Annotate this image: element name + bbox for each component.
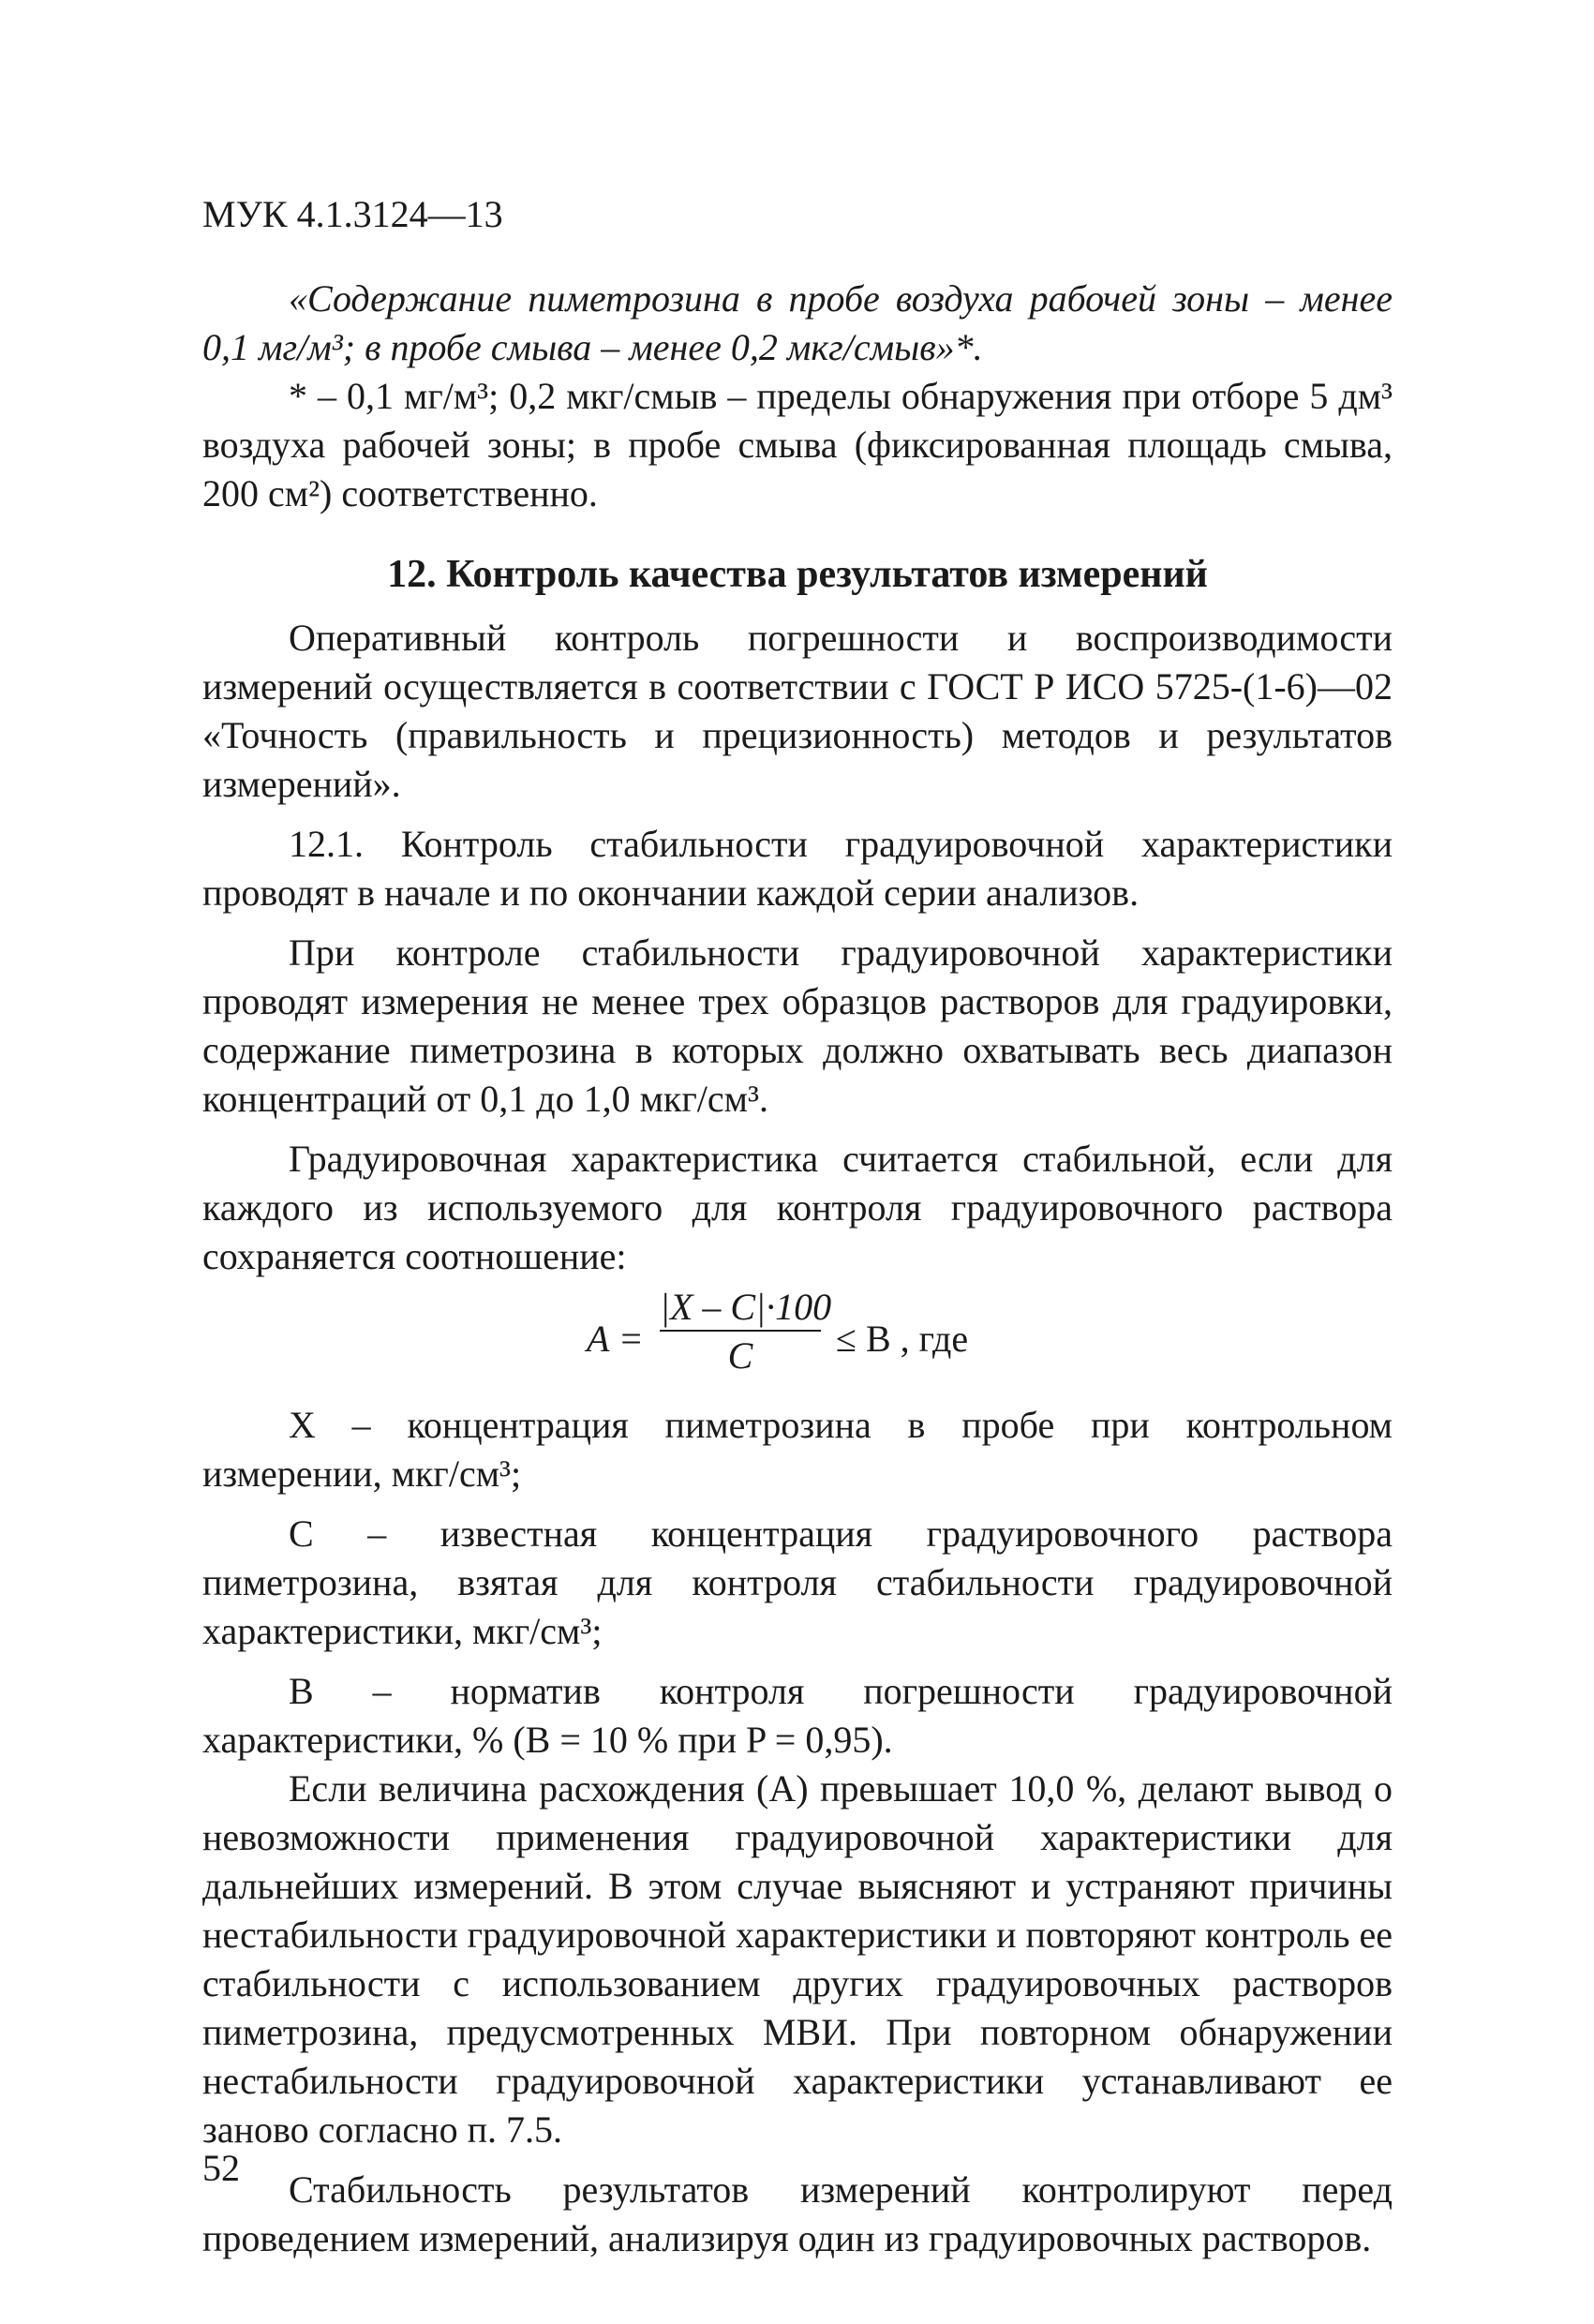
formula-fraction: [660, 1285, 832, 1378]
paragraph-stability-condition: Градуировочная характеристика считается стабильной, если для каждого из используемого для контроля градуировочного раствора сохраняется соотношение:: [202, 1138, 1393, 1277]
document-page: [202, 192, 1393, 2263]
paragraph-operational-control: Оперативный контроль погрешности и воспроизводимости измерений осуществляется в соответствии с ГОСТ Р ИСО 5725-(1-6)—02 «Точность (правильность и прецизионность) методов и результатов измерений».: [202, 617, 1393, 805]
section-heading: 12. Контроль качества результатов измерений: [387, 553, 1208, 596]
paragraph-discrepancy: Если величина расхождения (A) превышает 10,0 %, делают вывод о невозможности применения градуировочной характеристики для дальнейших измерений. В этом случае выясняют и устраняют причины нестабильности градуировочной характеристики и повторяют контроль ее стабильности с использованием других градуировочных растворов пиметрозина, предусмотренных МВИ. При повторном обнаружении нестабильности градуировочной характеристики устанавливают ее заново согласно п. 7.5.: [202, 1767, 1393, 2151]
formula-denominator: C: [727, 1334, 753, 1377]
document-code-header: МУК 4.1.3124—13: [202, 193, 503, 235]
formula-numerator: |X – C|·100: [660, 1286, 832, 1328]
footnote-text: * – 0,1 мг/м³; 0,2 мкг/смыв – пределы обнаружения при отборе 5 дм³ воздуха рабочей зоны; в пробе смыва (фиксированная площадь смыва, 200 см²) соответственно.: [202, 375, 1393, 514]
paragraph-stability-check: При контроле стабильности градуировочной характеристики проводят измерения не менее трех образцов растворов для градуировки, содержание пиметрозина в которых должно охватывать весь диапазон концентраций от 0,1 до 1,0 мкг/см³.: [202, 931, 1393, 1120]
page-number: 52: [202, 2147, 240, 2189]
definition-c: C – известная концентрация градуировочного раствора пиметрозина, взятая для контроля стабильности градуировочной характеристики, мкг/см³;: [202, 1512, 1393, 1652]
paragraph-12-1: 12.1. Контроль стабильности градуировочной характеристики проводят в начале и по окончании каждой серии анализов.: [202, 823, 1393, 914]
definition-x: X – концентрация пиметрозина в пробе при контрольном измерении, мкг/см³;: [202, 1404, 1393, 1495]
paragraph-results-stability: Стабильность результатов измерений контролируют перед проведением измерений, анализируя один из градуировочных растворов.: [202, 2168, 1393, 2259]
formula-lhs: A =: [587, 1318, 644, 1360]
fraction-bar: [660, 1330, 821, 1332]
formula-block: [202, 1285, 1393, 1388]
formula-rhs: ≤ B , где: [836, 1318, 969, 1360]
definition-b: B – норматив контроля погрешности градуировочной характеристики, % (B = 10 % при P = 0,95).: [202, 1670, 1393, 1761]
result-record-text: «Содержание пиметрозина в пробе воздуха рабочей зоны – менее 0,1 мг/м³; в пробе смыва – менее 0,2 мкг/смыв»*.: [202, 277, 1393, 368]
